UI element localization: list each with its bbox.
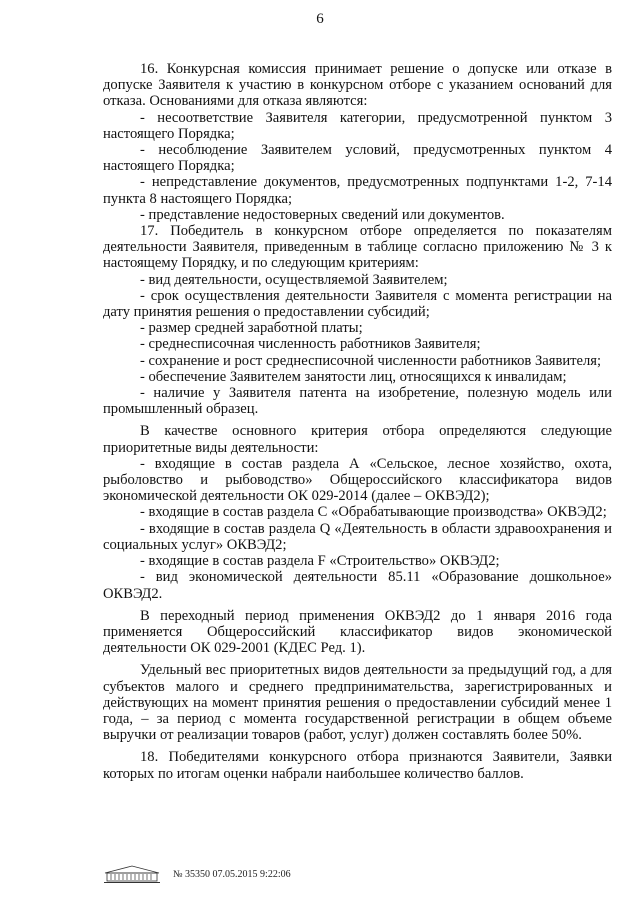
paragraph: Удельный вес приоритетных видов деятельности за предыдущий год, а для субъектов малого и среднего предпринимательства, зарегистрированных и действующих на момент принятия решения о предоставлении субсидий менее 1 года, – за период с момента государственной регистрации в общем объеме выручки от реализации товаров (работ, услуг) должен составлять более 50%.: [103, 662, 612, 744]
paragraph: - сохранение и рост среднесписочной численности работников Заявителя;: [140, 352, 602, 369]
paragraph: 16. Конкурсная комиссия принимает решение о допуске или отказе в допуске Заявителя к участию в конкурсном отборе с указанием оснований для отказа. Основаниями для отказа являются:: [103, 61, 612, 110]
paragraph: - среднесписочная численность работников Заявителя;: [140, 336, 481, 353]
paragraph: - срок осуществления деятельности Заявителя с момента регистрации на дату принятия решения о предоставлении субсидий;: [103, 287, 612, 321]
paragraph: - размер средней заработной платы;: [140, 320, 363, 337]
document-body: [103, 61, 612, 782]
paragraph: - непредставление документов, предусмотренных подпунктами 1-2, 7-14 пункта 8 настоящего Порядка;: [103, 174, 612, 207]
paragraph: - входящие в состав раздела С «Обрабатывающие производства» ОКВЭД2;: [140, 504, 607, 521]
paragraph: - несоответствие Заявителя категории, предусмотренной пунктом 3 настоящего Порядка;: [103, 109, 612, 142]
paragraph: 17. Победитель в конкурсном отборе определяется по показателям деятельности Заявителя, приведенным в таблице согласно приложению № 3 к настоящему Порядку, и по следующим критериям:: [103, 223, 612, 272]
paragraph: - входящие в состав раздела Q «Деятельность в области здравоохранения и социальных услуг» ОКВЭД2;: [103, 520, 612, 553]
paragraph: В качестве основного критерия отбора определяются следующие приоритетные виды деятельности:: [103, 423, 612, 456]
paragraph: - несоблюдение Заявителем условий, предусмотренных пунктом 4 настоящего Порядка;: [103, 142, 612, 175]
document-footer: [101, 862, 291, 884]
paragraph: - наличие у Заявителя патента на изобретение, полезную модель или промышленный образец.: [103, 385, 612, 418]
paragraph: В переходный период применения ОКВЭД2 до 1 января 2016 года применяется Общероссийский классификатор видов экономической деятельности ОК 029-2001 (КДЕС Ред. 1).: [103, 607, 612, 657]
paragraph: - представление недостоверных сведений или документов.: [140, 206, 505, 223]
page-number: 6: [316, 11, 324, 27]
paragraph: - обеспечение Заявителем занятости лиц, относящихся к инвалидам;: [140, 368, 567, 385]
building-seal-icon: [101, 864, 163, 884]
paragraph: 18. Победителями конкурсного отбора признаются Заявители, Заявки которых по итогам оценки набрали наибольшее количество баллов.: [103, 749, 612, 782]
paragraph: - вид деятельности, осуществляемой Заявителем;: [140, 271, 448, 288]
paragraph: - входящие в состав раздела F «Строительство» ОКВЭД2;: [140, 553, 500, 570]
paragraph: - входящие в состав раздела А «Сельское, лесное хозяйство, охота, рыболовство и рыбоводство» Общероссийского классификатора видов экономической деятельности ОК 029-2014 (далее – ОКВЭД2);: [103, 455, 612, 505]
registration-stamp: № 35350 07.05.2015 9:22:06: [173, 869, 291, 880]
paragraph: - вид экономической деятельности 85.11 «Образование дошкольное» ОКВЭД2.: [103, 569, 612, 602]
